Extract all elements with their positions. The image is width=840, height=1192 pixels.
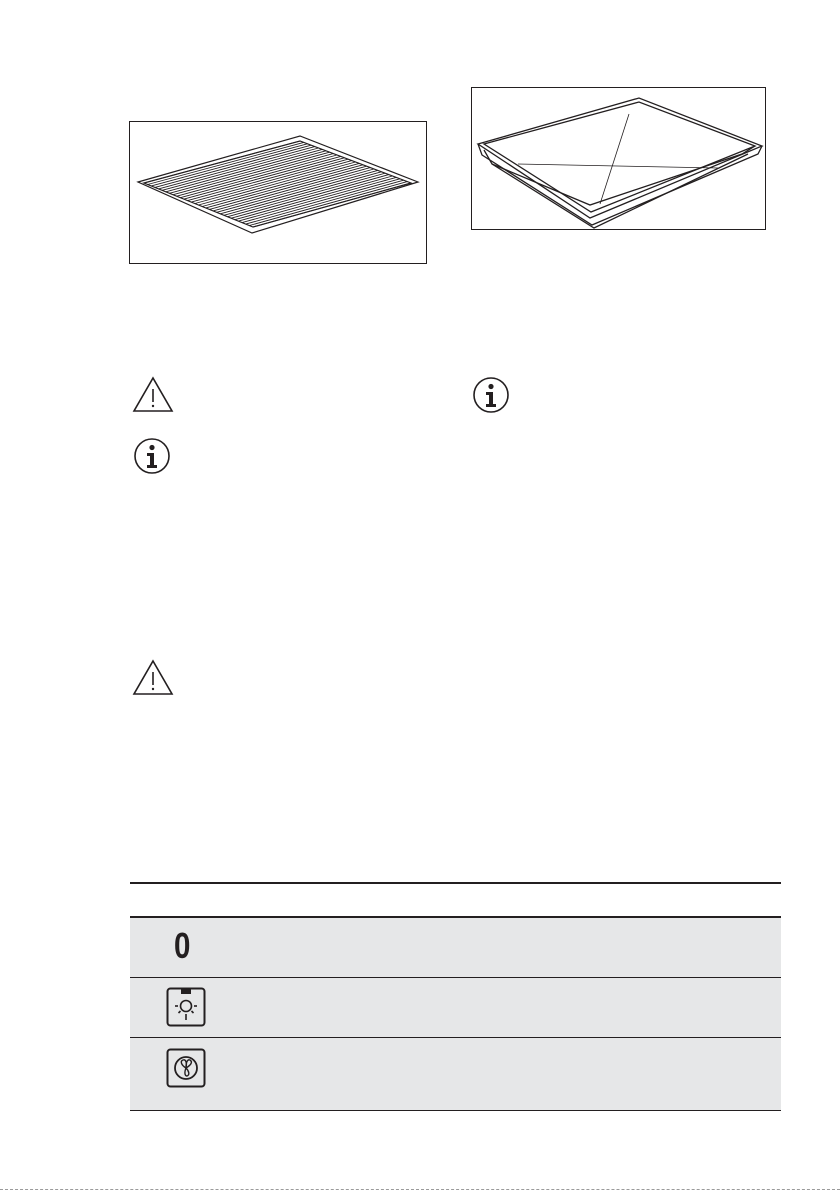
baking-tray-illustration [472,88,765,229]
information-icon [472,376,510,414]
information-icon [133,437,171,475]
shelf-bar [253,183,411,227]
shelf-bar [249,182,407,226]
wire-shelf-illustration [130,122,426,263]
wire-shelf-figure [129,121,427,264]
shelf-bar [242,179,400,223]
shelf-bar [246,180,404,224]
warning-triangle-icon [132,375,174,413]
table-row [130,1038,781,1111]
oven-functions-table [130,882,781,1111]
shelf-bar [239,177,397,221]
shelf-bar [224,172,382,216]
light-bulb-icon [166,987,206,1032]
fan-icon [166,1048,206,1093]
warning-triangle-icon [132,658,174,696]
baking-tray-figure [471,87,766,230]
shelf-bar [235,176,393,220]
off-position-symbol: 0 [174,925,191,966]
table-header [130,882,781,918]
table-row [130,978,781,1038]
shelf-bar [228,173,386,217]
page-bottom-rule [0,1189,840,1190]
table-row [130,918,781,978]
